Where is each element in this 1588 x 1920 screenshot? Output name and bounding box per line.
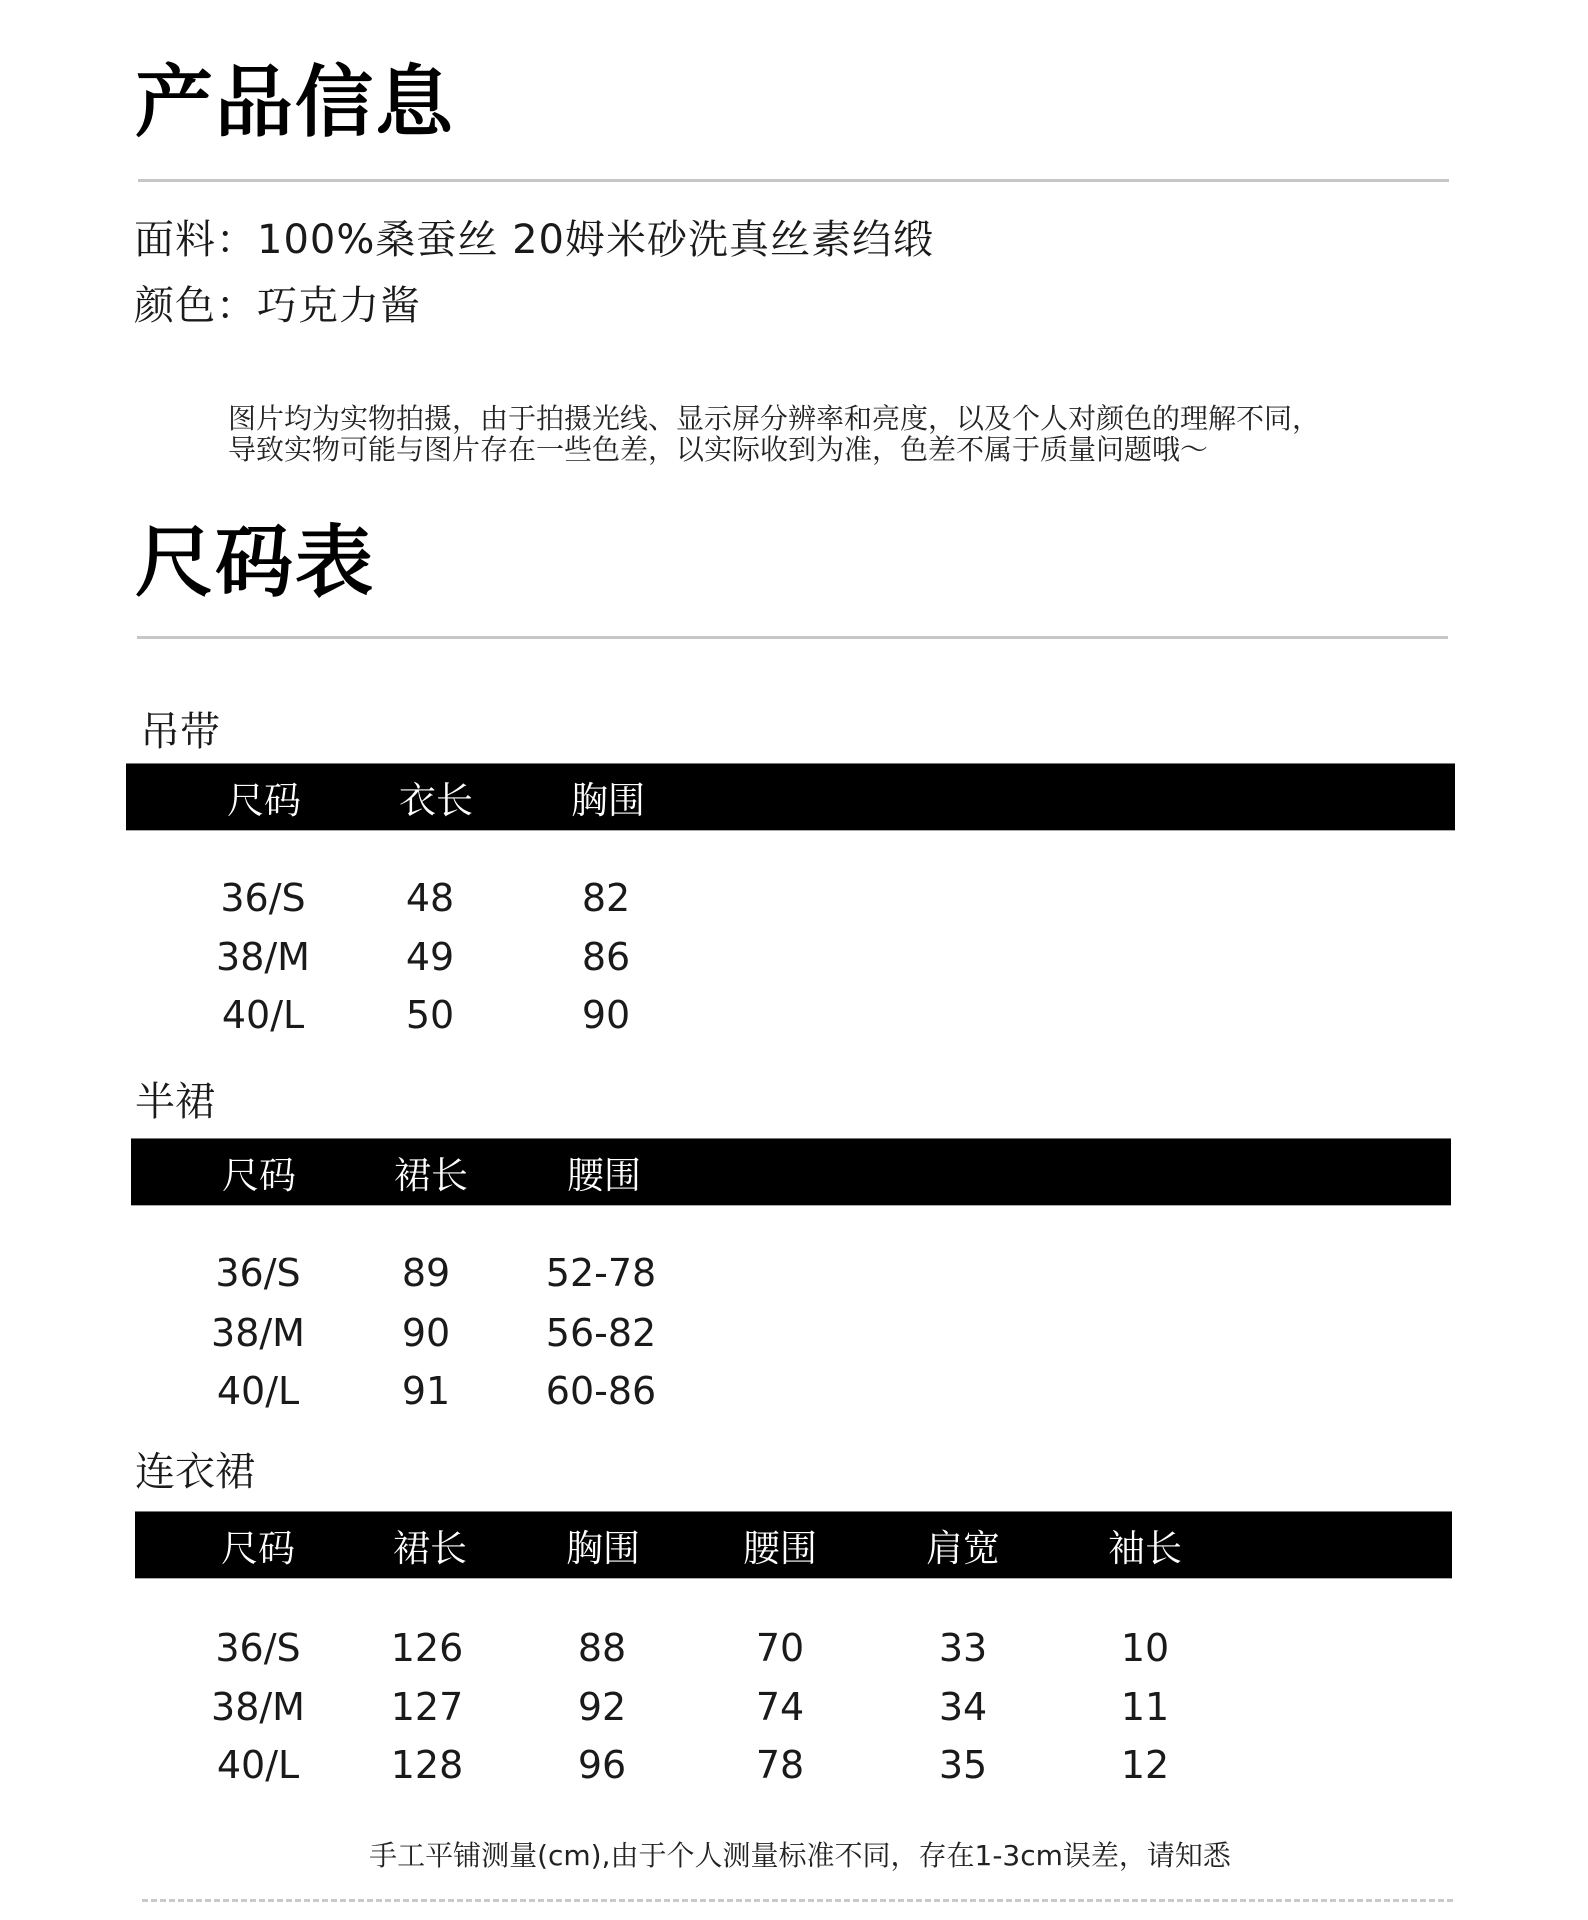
table-cell: 56-82	[545, 1311, 657, 1355]
table-cell: 92	[577, 1685, 627, 1729]
table-cell: 127	[390, 1685, 464, 1729]
skirt-table-header	[131, 1138, 1451, 1206]
header-size: 尺码	[227, 779, 301, 822]
table-cell: 36/S	[215, 1251, 301, 1295]
size-chart-title: 尺码表	[135, 518, 376, 608]
table-cell: 10	[1120, 1626, 1170, 1670]
product-info-divider	[138, 179, 1449, 182]
header-dress-length: 裙长	[393, 1527, 467, 1570]
header-shoulder: 肩宽	[926, 1527, 1000, 1570]
header-bust: 胸围	[566, 1527, 640, 1570]
table-cell: 49	[405, 935, 455, 979]
table-cell: 48	[405, 876, 455, 920]
table-cell: 38/M	[211, 1685, 305, 1729]
table-cell: 60-86	[545, 1369, 657, 1413]
table-cell: 90	[401, 1311, 451, 1355]
measurement-footnote: 手工平铺测量(cm),由于个人测量标准不同，存在1-3cm误差，请知悉	[369, 1839, 1231, 1872]
table-cell: 40/L	[216, 1369, 300, 1413]
size-chart-divider	[137, 636, 1448, 639]
table-cell: 82	[581, 876, 631, 920]
color-disclaimer-line-1: 图片均为实物拍摄，由于拍摄光线、显示屏分辨率和亮度，以及个人对颜色的理解不同，	[228, 402, 1321, 435]
table-cell: 11	[1120, 1685, 1170, 1729]
table-cell: 12	[1120, 1743, 1170, 1787]
header-waist: 腰围	[567, 1154, 641, 1197]
table-cell: 86	[581, 935, 631, 979]
skirt-table-label: 半裙	[135, 1079, 215, 1125]
table-cell: 50	[405, 993, 455, 1037]
table-cell: 38/M	[211, 1311, 305, 1355]
table-cell: 34	[938, 1685, 988, 1729]
footer-dashed-divider	[142, 1899, 1453, 1902]
header-skirt-length: 裙长	[394, 1154, 468, 1197]
table-cell: 36/S	[220, 876, 306, 920]
camisole-table-header	[126, 763, 1455, 831]
table-cell: 40/L	[221, 993, 305, 1037]
camisole-table-label: 吊带	[140, 709, 220, 755]
header-waist: 腰围	[743, 1527, 817, 1570]
table-cell: 70	[755, 1626, 805, 1670]
table-cell: 52-78	[545, 1251, 657, 1295]
color-disclaimer-line-2: 导致实物可能与图片存在一些色差，以实际收到为准，色差不属于质量问题哦～	[228, 433, 1209, 466]
dress-table-header	[135, 1511, 1452, 1579]
table-cell: 36/S	[215, 1626, 301, 1670]
table-cell: 126	[390, 1626, 464, 1670]
table-cell: 128	[390, 1743, 464, 1787]
product-info-title: 产品信息	[135, 58, 456, 148]
table-cell: 38/M	[216, 935, 310, 979]
table-cell: 96	[577, 1743, 627, 1787]
header-size: 尺码	[222, 1154, 296, 1197]
table-cell: 89	[401, 1251, 451, 1295]
header-bust: 胸围	[571, 779, 645, 822]
table-cell: 88	[577, 1626, 627, 1670]
header-sleeve-length: 袖长	[1108, 1527, 1182, 1570]
color-info: 颜色：巧克力酱	[134, 283, 421, 329]
table-cell: 40/L	[216, 1743, 300, 1787]
table-cell: 33	[938, 1626, 988, 1670]
header-length: 衣长	[399, 779, 473, 822]
table-cell: 90	[581, 993, 631, 1037]
table-cell: 74	[755, 1685, 805, 1729]
table-cell: 78	[755, 1743, 805, 1787]
table-cell: 35	[938, 1743, 988, 1787]
dress-table-label: 连衣裙	[135, 1449, 255, 1495]
table-cell: 91	[401, 1369, 451, 1413]
header-size: 尺码	[221, 1527, 295, 1570]
fabric-info: 面料：100%桑蚕丝 20姆米砂洗真丝素绉缎	[134, 217, 934, 263]
